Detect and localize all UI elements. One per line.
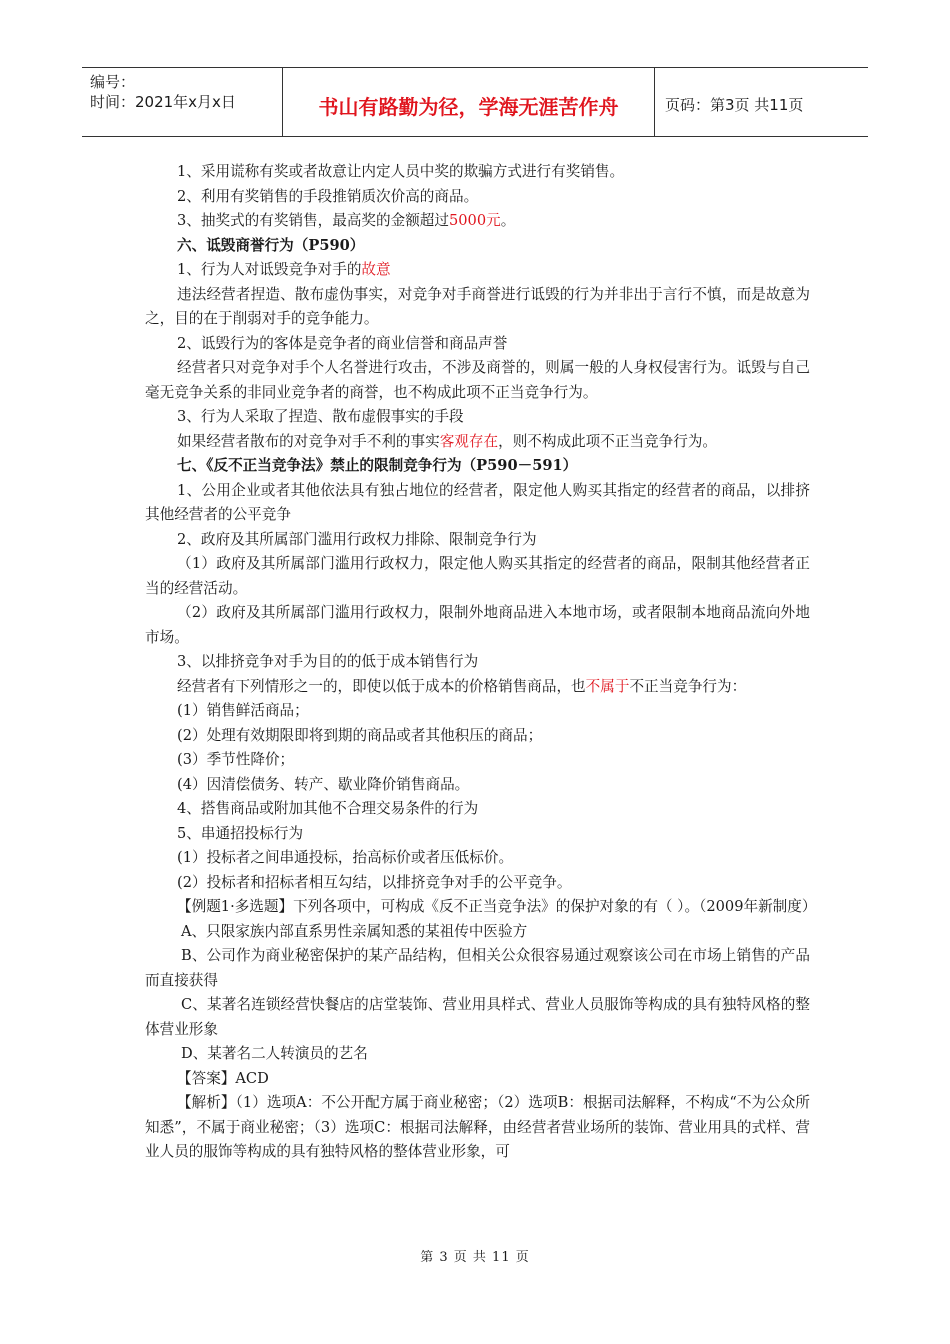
paragraph: 1、公用企业或者其他依法具有独占地位的经营者，限定他人购买其指定的经营者的商品，以排挤其他经营者的公平竞争 — [145, 481, 810, 523]
paragraph: 2、诋毁行为的客体是竞争者的商业信誉和商品声誉 — [177, 334, 508, 352]
option-a: A、只限家族内部直系男性亲属知悉的某祖传中医验方 — [181, 922, 528, 940]
list-item: (1）投标者之间串通投标，抬高标价或者压低标价。 — [177, 849, 514, 866]
paragraph: 4、搭售商品或附加其他不合理交易条件的行为 — [177, 800, 479, 817]
header-meta — [82, 68, 282, 136]
paragraph: 如果经营者散布的对竞争对手不利的事实客观存在，则不构成此项不正当竞争行为。 — [177, 432, 718, 450]
paragraph: 3、以排挤竞争对手为目的的低于成本销售行为 — [177, 653, 479, 670]
list-item: (2）投标者和招标者相互勾结，以排挤竞争对手的公平竞争。 — [177, 873, 572, 891]
header-motto: 书山有路勤为径，学海无涯苦作舟 — [282, 68, 655, 136]
paragraph: 2、政府及其所属部门滥用行政权力排除、限制竞争行为 — [177, 530, 537, 548]
header-page-label: 页码：第3页 共11页 — [665, 95, 804, 114]
example-question: 【例题1·多选题】下列各项中，可构成《反不正当竞争法》的保护对象的有（ ）。（2009年新制度） — [177, 898, 817, 915]
list-item: (3）季节性降价； — [177, 751, 295, 768]
option-b: B、公司作为商业秘密保护的某产品结构，但相关公众很容易通过观察该公司在市场上销售的产品而直接获得 — [145, 947, 810, 989]
paragraph: 违法经营者捏造、散布虚伪事实，对竞争对手商誉进行诋毁的行为并非出于言行不慎，而是故意为之，目的在于削弱对手的竞争能力。 — [145, 285, 810, 327]
option-c: C、某著名连锁经营快餐店的店堂装饰、营业用具样式、营业人员服饰等构成的具有独特风格的整体营业形象 — [145, 996, 810, 1038]
highlight-text: 故意 — [361, 261, 391, 278]
paragraph: 经营者有下列情形之一的，即使以低于成本的价格销售商品，也不属于不正当竞争行为： — [177, 677, 747, 695]
paragraph: （2）政府及其所属部门滥用行政权力，限制外地商品进入本地市场，或者限制本地商品流向外地市场。 — [145, 604, 810, 646]
list-item: (2）处理有效期限即将到期的商品或者其他积压的商品； — [177, 726, 543, 744]
paragraph: 3、抽奖式的有奖销售，最高奖的金额超过5000元。 — [177, 212, 516, 229]
option-d: D、某著名二人转演员的艺名 — [181, 1045, 368, 1062]
date-label: 时间：2021年x月x日 — [90, 93, 236, 111]
page-footer: 第 3 页 共 11 页 — [420, 1250, 530, 1265]
paragraph: 5、串通招投标行为 — [177, 824, 304, 842]
analysis: 【解析】（1）选项A：不公开配方属于商业秘密；（2）选项B：根据司法解释，不构成“不为公众所知悉”，不属于商业秘密；（3）选项C：根据司法解释，由经营者营业场所的装饰、营业用具的式样、营业人员的服饰等构成的具有独特风格的整体营业形象，可 — [145, 1094, 810, 1160]
section-heading: 六、诋毁商誉行为（P590） — [177, 236, 365, 254]
paragraph: 1、采用谎称有奖或者故意让内定人员中奖的欺骗方式进行有奖销售。 — [177, 163, 625, 180]
paragraph: （1）政府及其所属部门滥用行政权力，限定他人购买其指定的经营者的商品，限制其他经营者正当的经营活动。 — [145, 555, 810, 597]
highlight-text: 客观存在 — [439, 432, 499, 450]
answer: 【答案】ACD — [177, 1069, 269, 1087]
page-header — [82, 67, 868, 137]
highlight-text: 5000元 — [448, 212, 501, 229]
list-item: (4）因清偿债务、转产、歇业降价销售商品。 — [177, 775, 470, 793]
paragraph: 1、行为人对诋毁竞争对手的故意 — [177, 261, 391, 278]
paragraph: 经营者只对竞争对手个人名誉进行攻击，不涉及商誉的，则属一般的人身权侵害行为。诋毁与自己毫无竞争关系的非同业竞争者的商誉，也不构成此项不正当竞争行为。 — [145, 359, 810, 401]
paragraph: 3、行为人采取了捏造、散布虚假事实的手段 — [177, 408, 464, 425]
number-label: 编号： — [90, 73, 136, 91]
section-heading: 七、《反不正当竞争法》禁止的限制竞争行为（P590－591） — [177, 457, 578, 474]
paragraph: 2、利用有奖销售的手段推销质次价高的商品。 — [177, 187, 479, 205]
document-body — [145, 160, 817, 1165]
list-item: (1）销售鲜活商品； — [177, 702, 309, 719]
highlight-text: 不属于 — [585, 677, 630, 695]
